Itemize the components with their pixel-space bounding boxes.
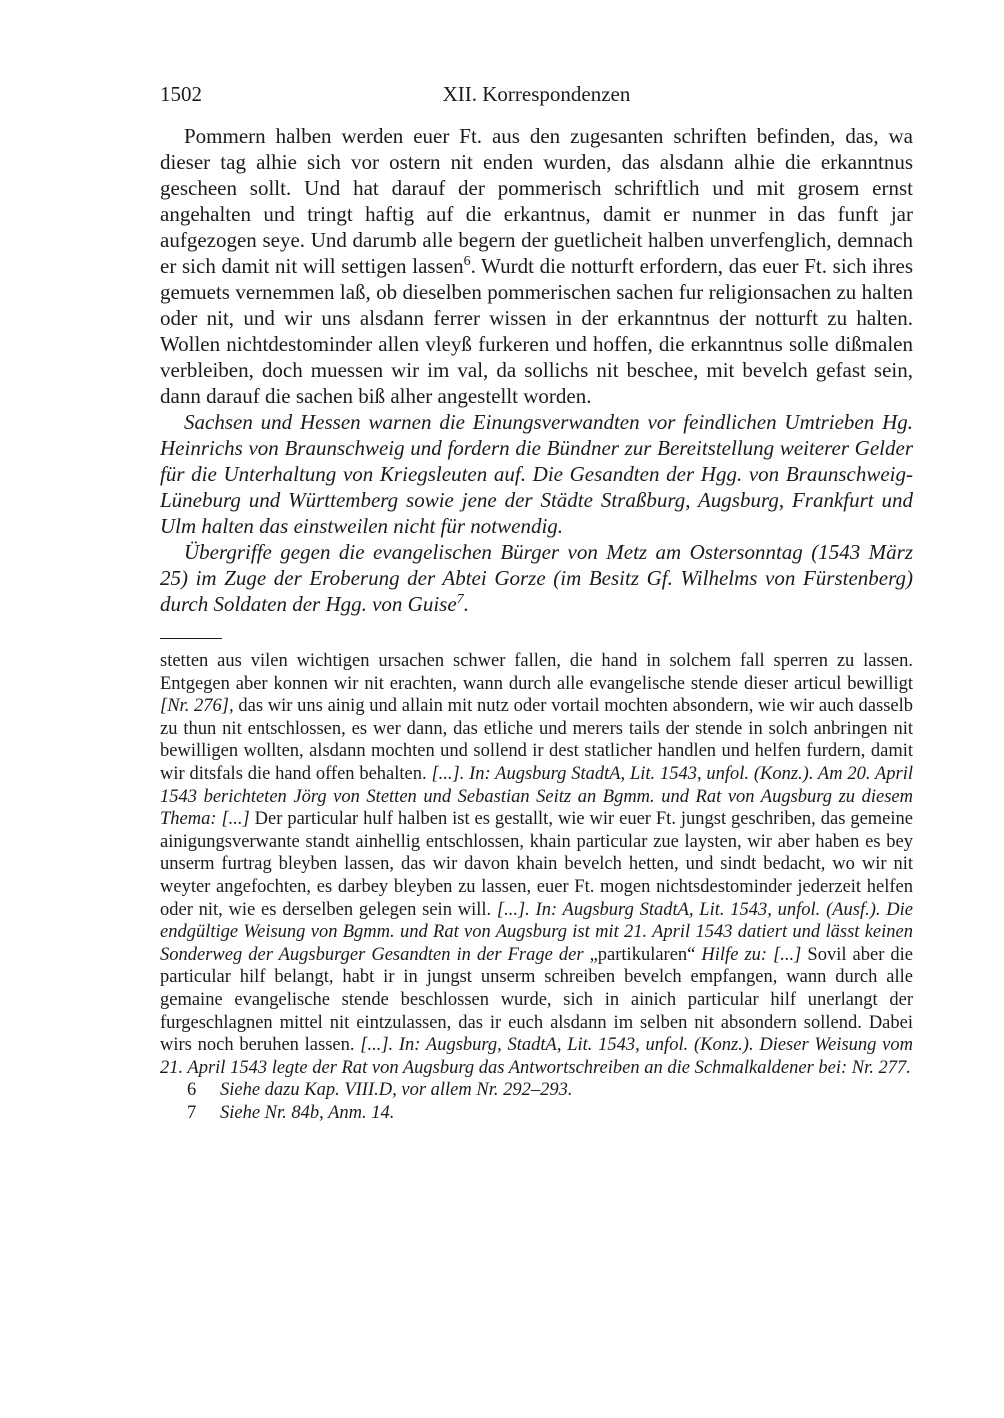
footnote-segment: Hilfe zu: [...] <box>695 944 802 965</box>
footnote-segment: [...]. In: Augsburg, StadtA, Lit. 1543, unfol. (Konz.). Dieser Weisung vom 21. April 1543 legte der Rat von Augsburg das Antwortschreiben an die Schmalkaldener bei: Nr. 277. <box>160 1035 913 1078</box>
page-number: 1502 <box>160 82 202 106</box>
footnote-segment: Der particular hulf halben ist es gestallt, wie wir euer Ft. jungst geschriben, das gemeine ainigungsverwante standt ainhellig entschlossen, khain particular zue laysten, wir aber haben es bey unserm furtrag bleyben lassen, das wir davon khain bevelch hetten, und sindt bedacht, wo wir nit weyter angefochten, es darbey bleyben zu lassen, euer Ft. mogen nichtsdestominder jederzeit helfen oder nit, wie es derselben gelegen sein will. <box>160 809 913 920</box>
book-page <box>160 82 913 1124</box>
footnote-segment: stetten aus vilen wichtigen ursachen schwer fallen, die hand in solchem fall sperren zu lassen. Entgegen aber konnen wir nit erachten, wann durch alle evangelische stende dieser articul bewilligt <box>160 651 913 694</box>
footnote-segment: das wir uns ainig und allain mit nutz oder vortail mochten absondern, wie wir auch dasselb zu thun nit entschlossen, es wer dann, das etliche und merers tails der stende in solch anbringen nit bewilligen wollten, alsdann mochten und sollend ir dest statlicher handlen und helfen furdern, damit wir ditsfals die hand offen behalten. <box>160 696 913 784</box>
footnote-segment: [...]. In: Augsburg StadtA, Lit. 1543, unfol. (Konz.). Am 20. April 1543 berichteten Jörg von Stetten und Sebastian Seitz an Bgmm. und Rat von Augsburg zu diesem Thema: [...] <box>160 763 913 830</box>
footnotes-section <box>160 650 913 1124</box>
paragraph-uebergriffe-metz <box>160 539 913 617</box>
footnote-segment: [Nr. 276], <box>160 696 234 717</box>
main-text <box>160 123 913 617</box>
footnote-6 <box>160 1079 913 1102</box>
footnote-segment: „partikularen“ <box>589 944 696 965</box>
footnote-separator <box>160 638 222 639</box>
footnote-text: Siehe dazu Kap. VIII.D, vor allem Nr. 292–293. <box>220 1080 573 1101</box>
paragraph-sachsen-hessen: Sachsen und Hessen warnen die Einungsverwandten vor feindlichen Umtrieben Hg. Heinrichs von Braunschweig und fordern die Bündner zur Bereitstellung weiterer Gelder für die Unterhaltung von Kriegsleuten auf. Die Gesandten der Hgg. von Braunschweig-Lüneburg und Württemberg sowie jene der Städte Straßburg, Augsburg, Frankfurt und Ulm halten das einstweilen nicht für notwendig. <box>160 410 913 538</box>
footnote-number: 6 <box>187 1080 197 1101</box>
footnote-segment: Sovil aber die particular hilf belangt, habt ir in jungst unserm schreiben bevelch empfangen, wann durch alle gemaine evangelische stende beschlossen wurde, sich in ainich particular hilf unerlangt der furgeschlagnen mittel nit eintzulassen, das ir euch alsdann im selben nit absondern sollend. Dabei wirs noch beruhen lassen. <box>160 944 913 1056</box>
paragraph-text: . Wurdt die notturft erfordern, das euer Ft. sich ihres gemuets vernemmen laß, ob dieselben pommerischen sachen fur religionsachen zu halten oder nit, und wir uns alsdann ferrer wissen in der erkanntnus der notturft zu halten. Wollen nichtdestominder allen vleyß furkeren und hoffen, die erkanntnus solle dißmalen verbleiben, doch muessen wir im val, da sollichs nit beschee, mit bevelch gefast sein, dann darauf die sachen biß alher angestellt worden. <box>160 254 913 408</box>
footnote-segment: [...]. In: Augsburg StadtA, Lit. 1543, unfol. (Ausf.). Die endgültige Weisung von Bgmm. und Rat von Augsburg ist mit 21. April 1543 datiert und lässt keinen Sonderweg der Augsburger Gesandten in der Frage der <box>160 899 914 965</box>
paragraph-text: Pommern halben werden euer Ft. aus den zugesanten schriften befinden, das, wa dieser tag alhie sich vor ostern nit enden wurden, das alsdann alhie die erkanntnus gescheen sollt. Und hat darauf der pommerisch schriftlich und mit grosem ernst angehalten und tringt haftig auf die erkantnus, damit er nunmer in das funft jar aufgezogen seye. Und darumb alle begern der guetlicheit halben unverfenglich, demnach er sich damit nit will settigen lassen <box>160 124 913 278</box>
footnote-ref-6: 6 <box>463 254 471 269</box>
paragraph-text: . <box>463 592 469 616</box>
footnote-7 <box>160 1102 913 1125</box>
footnote-text: Siehe Nr. 84b, Anm. 14. <box>220 1102 395 1123</box>
footnote-number: 7 <box>187 1102 197 1123</box>
page-header <box>160 82 913 106</box>
paragraph-text: Übergriffe gegen die evangelischen Bürger von Metz am Ostersonntag (1543 März 25) im Zuge der Eroberung der Abtei Gorze (im Besitz Gf. Wilhelms von Fürstenberg) durch Soldaten der Hgg. von Guise <box>160 540 913 616</box>
footnote-continuation <box>160 650 913 1079</box>
footnote-ref-7: 7 <box>456 592 464 607</box>
running-head: XII. Korrespondenzen <box>442 82 631 106</box>
paragraph-pommern <box>160 123 913 409</box>
